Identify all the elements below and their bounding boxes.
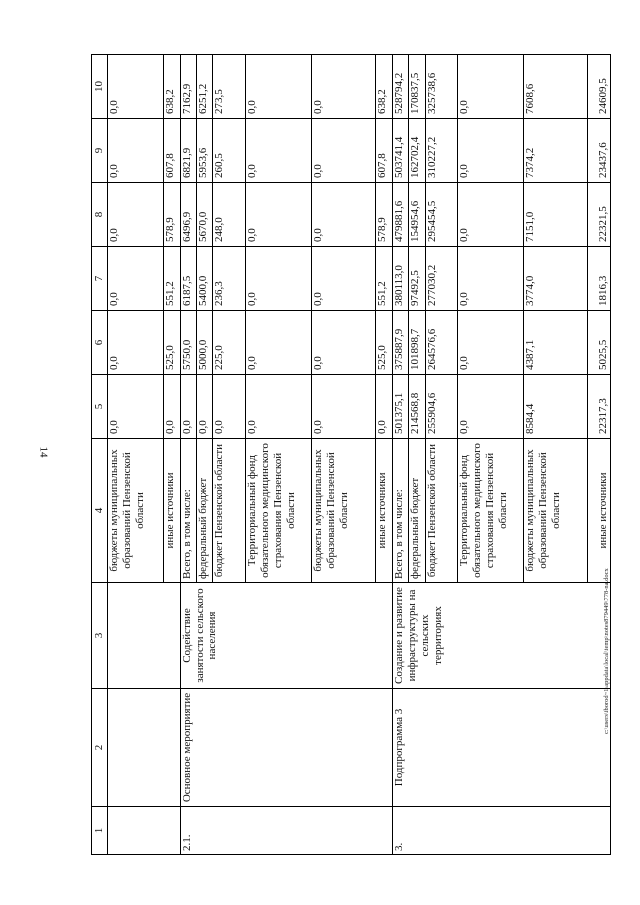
- row-number: 3.: [392, 807, 610, 855]
- table-row: [180, 55, 196, 855]
- value-cell: 295454,5: [425, 183, 458, 247]
- value-cell: 0,0: [180, 375, 196, 439]
- value-cell: 0,0: [312, 247, 376, 311]
- funding-source: бюджеты муниципальных образований Пензенской области: [312, 439, 376, 583]
- value-cell: 0,0: [312, 311, 376, 375]
- value-cell: 0,0: [108, 311, 164, 375]
- column-number: 1: [92, 807, 108, 855]
- value-cell: 0,0: [213, 375, 246, 439]
- column-number: 3: [92, 583, 108, 689]
- funding-source: иные источники: [376, 439, 392, 583]
- value-cell: 0,0: [197, 375, 213, 439]
- value-cell: 501375,1: [392, 375, 408, 439]
- value-cell: 154954,6: [409, 183, 425, 247]
- value-cell: 375887,9: [392, 311, 408, 375]
- column-number: 2: [92, 689, 108, 807]
- value-cell: 607,8: [376, 119, 392, 183]
- row-number: 2.1.: [180, 807, 392, 855]
- funding-source: иные источники: [164, 439, 180, 583]
- value-cell: 22321,5: [588, 183, 611, 247]
- value-cell: 0,0: [376, 375, 392, 439]
- funding-source: бюджет Пензенской области: [425, 439, 458, 583]
- value-cell: 214568,8: [409, 375, 425, 439]
- cont-cell-2: [108, 689, 180, 807]
- item-type: Основное мероприятие: [180, 689, 392, 807]
- value-cell: 551,2: [376, 247, 392, 311]
- value-cell: 277030,2: [425, 247, 458, 311]
- value-cell: 0,0: [108, 55, 164, 119]
- value-cell: 248,0: [213, 183, 246, 247]
- value-cell: 525,0: [164, 311, 180, 375]
- column-number: 5: [92, 375, 108, 439]
- value-cell: 264576,6: [425, 311, 458, 375]
- value-cell: 0,0: [246, 183, 312, 247]
- value-cell: 225,0: [213, 311, 246, 375]
- value-cell: 6821,9: [180, 119, 196, 183]
- value-cell: 0,0: [312, 55, 376, 119]
- value-cell: 0,0: [458, 311, 524, 375]
- value-cell: 24609,5: [588, 55, 611, 119]
- value-cell: 0,0: [108, 247, 164, 311]
- value-cell: 0,0: [458, 55, 524, 119]
- value-cell: 310227,2: [425, 119, 458, 183]
- footer-file-path: c:\users\iborod~1\appdata\local\temp\notes879449\778-na.docx: [603, 568, 610, 734]
- value-cell: 607,8: [164, 119, 180, 183]
- value-cell: 0,0: [246, 247, 312, 311]
- value-cell: 23437,6: [588, 119, 611, 183]
- value-cell: 7374,2: [524, 119, 588, 183]
- value-cell: 97492,5: [409, 247, 425, 311]
- funding-source: бюджеты муниципальных образований Пензенской области: [524, 439, 588, 583]
- value-cell: 236,3: [213, 247, 246, 311]
- value-cell: 5670,0: [197, 183, 213, 247]
- value-cell: 5953,6: [197, 119, 213, 183]
- value-cell: 5000,0: [197, 311, 213, 375]
- column-number: 9: [92, 119, 108, 183]
- value-cell: 0,0: [108, 119, 164, 183]
- value-cell: 101898,7: [409, 311, 425, 375]
- value-cell: 528794,2: [392, 55, 408, 119]
- funding-source: федеральный бюджет: [197, 439, 213, 583]
- value-cell: 638,2: [164, 55, 180, 119]
- value-cell: 5400,0: [197, 247, 213, 311]
- column-number: 10: [92, 55, 108, 119]
- value-cell: 260,5: [213, 119, 246, 183]
- table-row: [108, 55, 164, 855]
- funding-source: Территориальный фонд обязательного медицинского страхования Пензенской области: [246, 439, 312, 583]
- value-cell: 0,0: [312, 119, 376, 183]
- value-cell: 0,0: [312, 183, 376, 247]
- value-cell: 7608,6: [524, 55, 588, 119]
- funding-source: иные источники: [588, 439, 611, 583]
- page-number: 14: [37, 446, 50, 458]
- cont-cell-1: [108, 807, 180, 855]
- rotated-table-container: [91, 55, 611, 855]
- funding-source: Всего, в том числе:: [180, 439, 196, 583]
- value-cell: 380113,0: [392, 247, 408, 311]
- value-cell: 0,0: [246, 375, 312, 439]
- value-cell: 638,2: [376, 55, 392, 119]
- value-cell: 0,0: [458, 247, 524, 311]
- value-cell: 0,0: [458, 375, 524, 439]
- budget-table: [91, 54, 611, 855]
- value-cell: 273,5: [213, 55, 246, 119]
- column-number: 8: [92, 183, 108, 247]
- value-cell: 578,9: [376, 183, 392, 247]
- value-cell: 5025,5: [588, 311, 611, 375]
- value-cell: 0,0: [458, 119, 524, 183]
- value-cell: 325738,6: [425, 55, 458, 119]
- value-cell: 0,0: [458, 183, 524, 247]
- value-cell: 7162,9: [180, 55, 196, 119]
- column-number: 4: [92, 439, 108, 583]
- value-cell: 162702,4: [409, 119, 425, 183]
- value-cell: 551,2: [164, 247, 180, 311]
- value-cell: 3774,0: [524, 247, 588, 311]
- value-cell: 0,0: [108, 183, 164, 247]
- column-number: 7: [92, 247, 108, 311]
- funding-source: Всего, в том числе:: [392, 439, 408, 583]
- item-title: Содействие занятости сельского населения: [180, 583, 392, 689]
- item-type: Подпрограмма 3: [392, 689, 610, 807]
- item-title: Создание и развитие инфраструктуры на сельских территориях: [392, 583, 610, 689]
- value-cell: 479881,6: [392, 183, 408, 247]
- value-cell: 22317,3: [588, 375, 611, 439]
- value-cell: 0,0: [108, 375, 164, 439]
- value-cell: 0,0: [246, 311, 312, 375]
- value-cell: 7151,0: [524, 183, 588, 247]
- value-cell: 578,9: [164, 183, 180, 247]
- value-cell: 6187,5: [180, 247, 196, 311]
- cont-cell-3: [108, 583, 180, 689]
- column-number-row: [92, 55, 108, 855]
- value-cell: 0,0: [312, 375, 376, 439]
- funding-source: бюджеты муниципальных образований Пензенской области: [108, 439, 164, 583]
- value-cell: 6496,9: [180, 183, 196, 247]
- value-cell: 525,0: [376, 311, 392, 375]
- value-cell: 8584,4: [524, 375, 588, 439]
- value-cell: 255904,6: [425, 375, 458, 439]
- value-cell: 170837,5: [409, 55, 425, 119]
- funding-source: бюджет Пензенской области: [213, 439, 246, 583]
- value-cell: 503741,4: [392, 119, 408, 183]
- table-row: [392, 55, 408, 855]
- value-cell: 1816,3: [588, 247, 611, 311]
- value-cell: 6251,2: [197, 55, 213, 119]
- funding-source: Территориальный фонд обязательного медицинского страхования Пензенской области: [458, 439, 524, 583]
- value-cell: 0,0: [246, 119, 312, 183]
- column-number: 6: [92, 311, 108, 375]
- funding-source: федеральный бюджет: [409, 439, 425, 583]
- value-cell: 0,0: [164, 375, 180, 439]
- value-cell: 4387,1: [524, 311, 588, 375]
- value-cell: 0,0: [246, 55, 312, 119]
- value-cell: 5750,0: [180, 311, 196, 375]
